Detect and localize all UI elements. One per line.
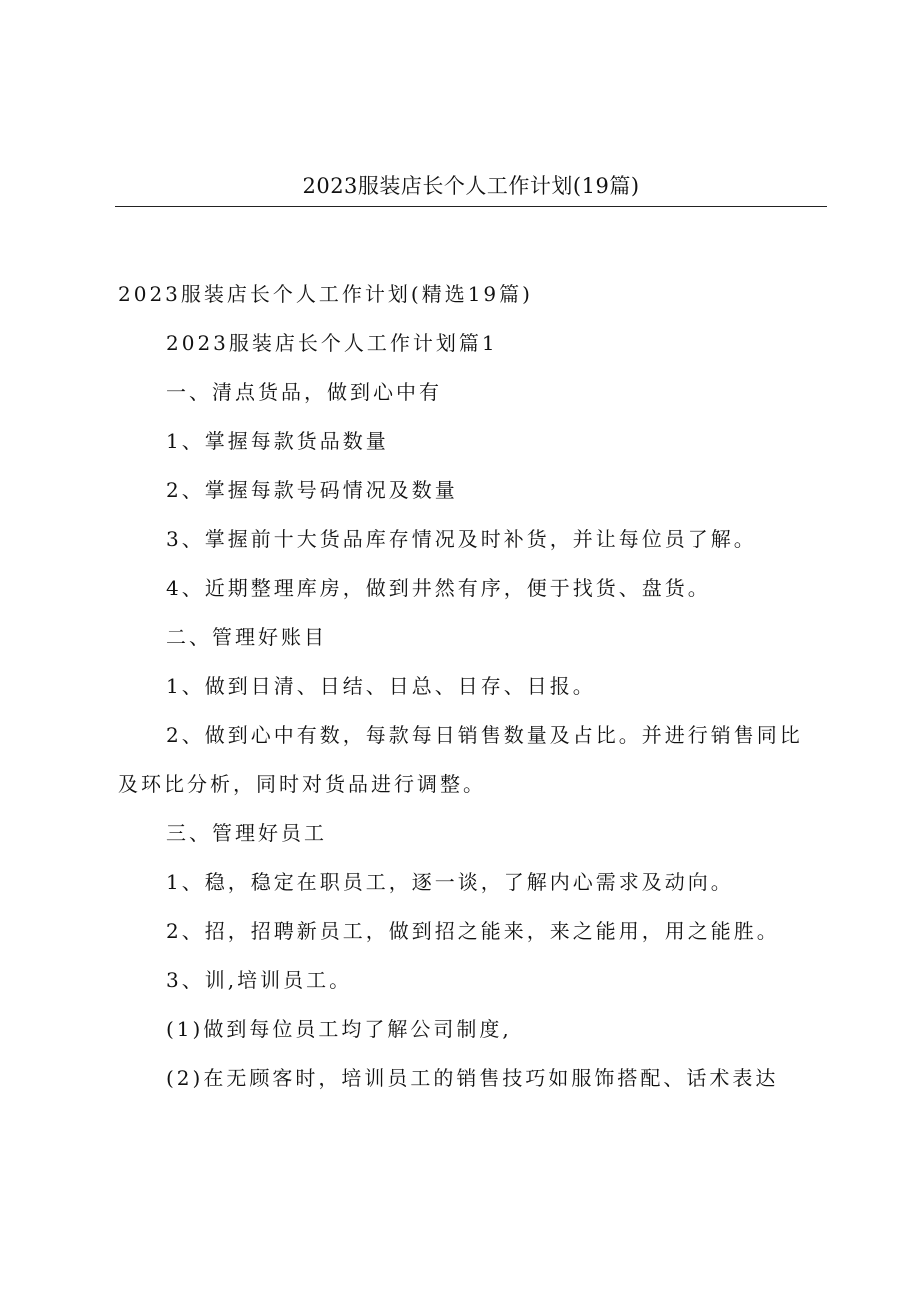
paragraph-line: (1)做到每位员工均了解公司制度, — [166, 1017, 512, 1041]
paragraph-line: 3、训,培训员工。 — [166, 968, 353, 992]
paragraph-line-continuation: 及环比分析，同时对货品进行调整。 — [118, 772, 486, 796]
paragraph-line: 3、掌握前十大货品库存情况及时补货，并让每位员了解。 — [166, 527, 757, 551]
section-heading: 2023服装店长个人工作计划篇1 — [166, 331, 498, 355]
heading-staff: 三、管理好员工 — [166, 821, 327, 845]
paragraph-line: (2)在无顾客时，培训员工的销售技巧如服饰搭配、话术表达 — [166, 1066, 779, 1090]
paragraph-line: 1、做到日清、日结、日总、日存、日报。 — [166, 674, 596, 698]
title-underline — [115, 206, 827, 207]
paragraph-line: 4、近期整理库房，做到井然有序，便于找货、盘货。 — [166, 576, 711, 600]
paragraph-line: 1、稳，稳定在职员工，逐一谈，了解内心需求及动向。 — [166, 870, 734, 894]
document-title: 2023服装店长个人工作计划(19篇) — [302, 174, 640, 198]
paragraph-line: 2、掌握每款号码情况及数量 — [166, 478, 458, 502]
paragraph-line: 2、招，招聘新员工，做到招之能来，来之能用，用之能胜。 — [166, 919, 780, 943]
heading-inventory: 一、清点货品，做到心中有 — [166, 380, 442, 404]
paragraph-line: 2、做到心中有数，每款每日销售数量及占比。并进行销售同比 — [166, 723, 803, 747]
paragraph-line: 1、掌握每款货品数量 — [166, 429, 389, 453]
heading-accounts: 二、管理好账目 — [166, 625, 327, 649]
document-subtitle: 2023服装店长个人工作计划(精选19篇) — [118, 282, 533, 306]
